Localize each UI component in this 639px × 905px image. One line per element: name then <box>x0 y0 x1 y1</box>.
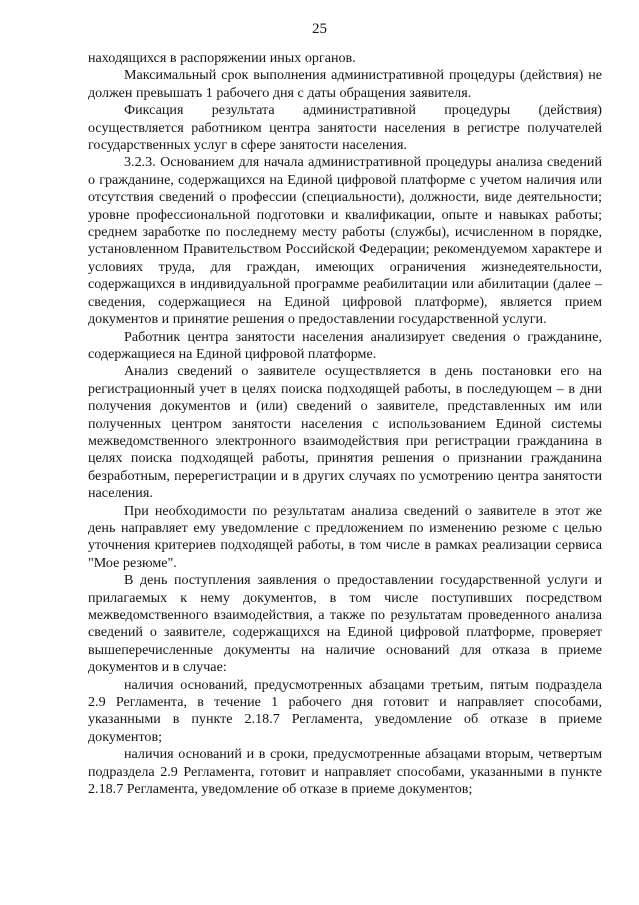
page-number: 25 <box>312 21 327 37</box>
paragraph-resume-notice: При необходимости по результатам анализа сведений о заявителе в этот же день направляет ему уведомление с предложением по изменению резюме с целью уточнения критериев подходящей работы, в том числе в рамках реализации сервиса "Мое резюме". <box>88 502 602 571</box>
paragraph-worker-analyzes: Работник центра занятости населения анализирует сведения о гражданине, содержащиеся на Единой цифровой платформе. <box>88 328 602 362</box>
paragraph-case-two: наличия оснований и в сроки, предусмотренные абзацами вторым, четвертым подраздела 2.9 Регламента, готовит и направляет способами, указанными в пункте 2.18.7 Регламента, уведомление об отказе в приеме документов; <box>88 746 602 798</box>
paragraph-continuation: находящихся в распоряжении иных органов. <box>88 50 356 66</box>
paragraph-max-term: Максимальный срок выполнения административной процедуры (действия) не должен превышать 1 рабочего дня с даты обращения заявителя. <box>88 67 602 101</box>
paragraph-result-fixation: Фиксация результата административной процедуры (действия) осуществляется работником центра занятости населения в регистре получателей государственных услуг в сфере занятости населения. <box>88 102 602 154</box>
paragraph-analysis-timing: Анализ сведений о заявителе осуществляется в день постановки его на регистрационный учет в целях поиска подходящей работы, в последующем – в дни получения документов и (или) сведений о заявителе, представленных им или полученных центром занятости населения с использованием Единой системы межведомственного электронного взаимодействия при регистрации гражданина в целях поиска подходящей работы, принятия решения о признании гражданина безработным, перерегистрации и в других случаях по усмотрению центра занятости населения. <box>88 363 602 502</box>
document-body <box>88 50 602 798</box>
paragraph-case-one: наличия оснований, предусмотренных абзацами третьим, пятым подраздела 2.9 Регламента, в течение 1 рабочего дня готовит и направляет способами, указанными в пункте 2.18.7 Регламента, уведомление об отказе в приеме документов; <box>88 676 602 745</box>
paragraph-application-day: В день поступления заявления о предоставлении государственной услуги и прилагаемых к нему документов, в том числе поступивших посредством межведомственного взаимодействия, а также по результатам проведенного анализа сведений о заявителе, содержащихся на Единой цифровой платформе, проверяет вышеперечисленные документы на наличие оснований для отказа в приеме документов и в случае: <box>88 572 602 676</box>
paragraph-3-2-3: 3.2.3. Основанием для начала административной процедуры анализа сведений о гражданине, содержащихся на Единой цифровой платформе с учетом наличия или отсутствия сведений о профессии (специальности), должности, виде деятельности; уровне профессиональной подготовки и квалификации, опыте и навыках работы; среднем заработке по последнему месту работы (службы), исчисленном в порядке, установленном Правительством Российской Федерации; рекомендуемом характере и условиях труда, для граждан, имеющих ограничения жизнедеятельности, содержащихся в индивидуальной программе реабилитации или абилитации (далее – сведения, содержащиеся на Единой цифровой платформе), является прием документов и принятие решения о предоставлении государственной услуги. <box>88 154 602 328</box>
